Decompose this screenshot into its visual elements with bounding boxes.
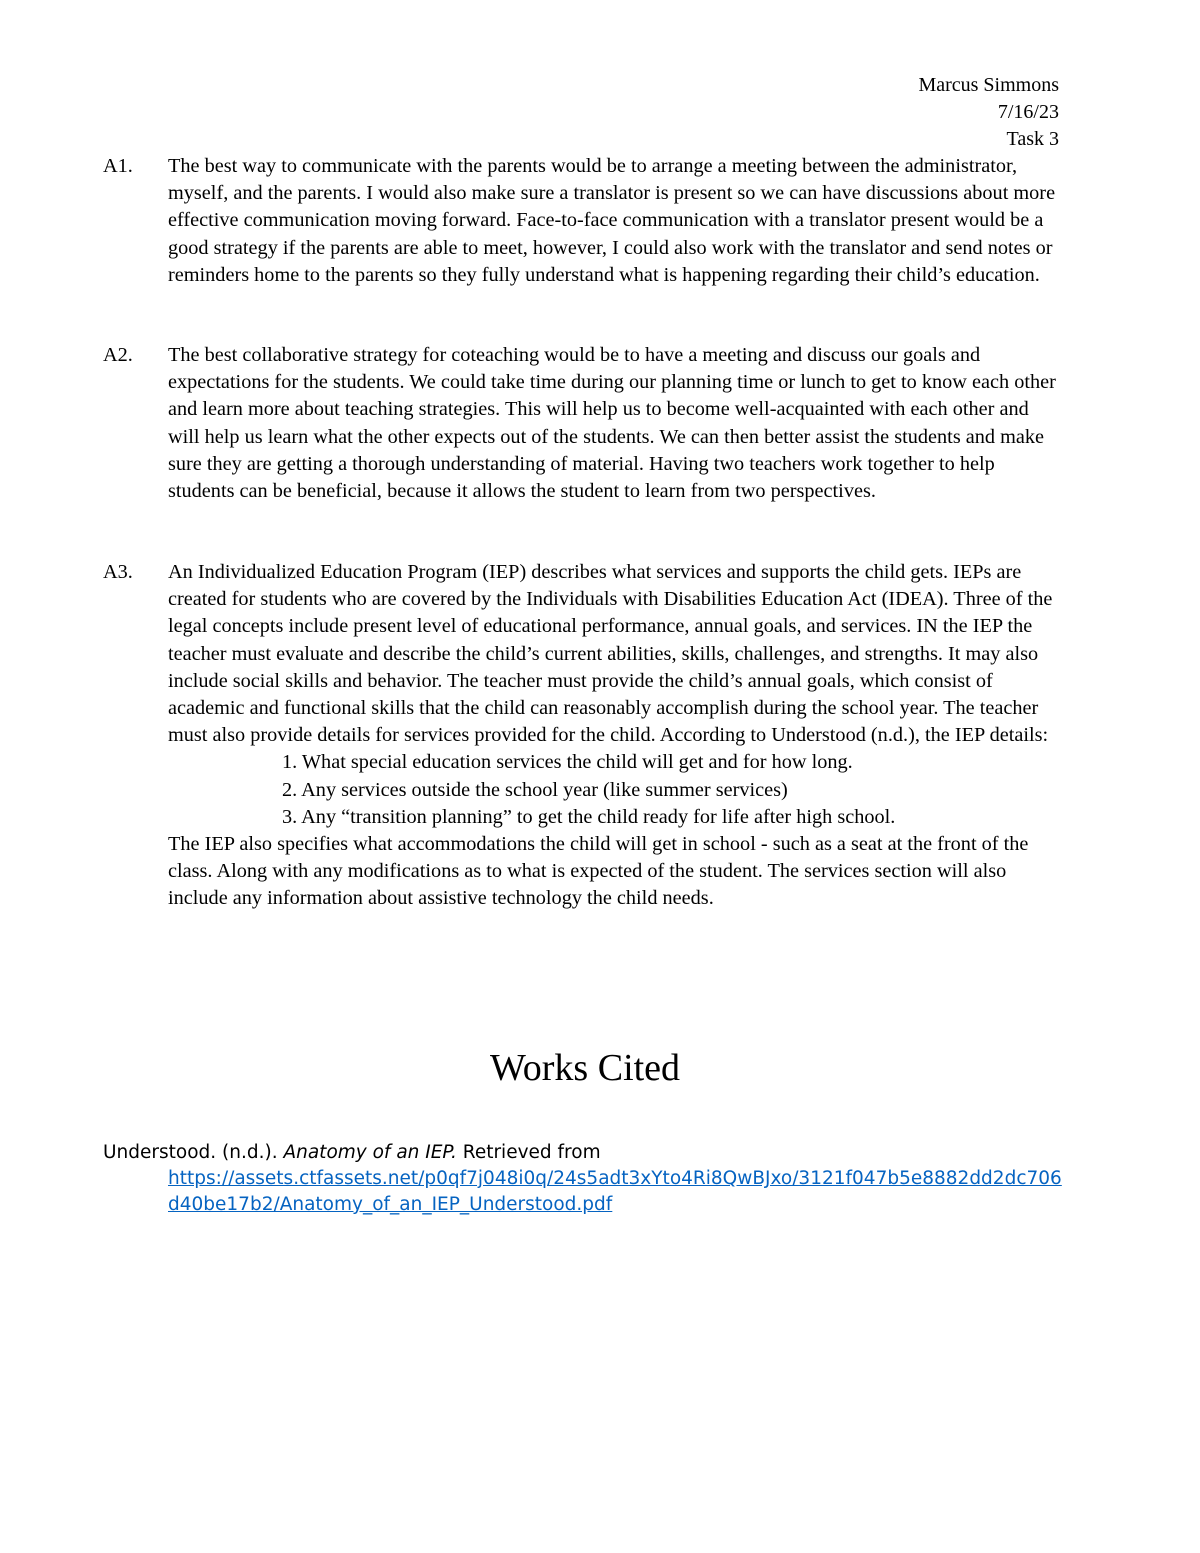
- document-date: 7/16/23: [997, 101, 1059, 123]
- section-a1: [103, 153, 1063, 289]
- iep-details-list: [168, 749, 1063, 831]
- section-a2-label: A2.: [103, 344, 133, 366]
- citation-retrieved: Retrieved from: [462, 1142, 601, 1163]
- list-item: 3. Any “transition planning” to get the child ready for life after high school.: [282, 805, 896, 828]
- section-a3: [103, 559, 1063, 913]
- section-a3-text: An Individualized Education Program (IEP) describes what services and supports the child gets. IEPs are created for students who are covered by the Individuals with Disabilities Education Act (IDEA). Three of the legal concepts include present level of educational performance, annual goals, and services. IN the IEP the teacher must evaluate and describe the child’s current abilities, skills, challenges, and strengths. It may also include social skills and behavior. The teacher must provide the child’s annual goals, which consist of academic and functional skills that the child can reasonably accomplish during the school year. The teacher must also provide details for services provided for the child. According to Understood (n.d.), the IEP details:: [168, 561, 1053, 747]
- task-label: Task 3: [1006, 128, 1059, 150]
- citation-title: Anatomy of an IEP.: [283, 1142, 457, 1163]
- section-a2: [103, 342, 1063, 505]
- works-cited-heading: Works Cited: [489, 1047, 681, 1089]
- page-header: [918, 72, 1059, 153]
- citation-entry: [103, 1140, 1063, 1218]
- author-name: Marcus Simmons: [918, 74, 1059, 96]
- section-a2-text: The best collaborative strategy for coteaching would be to have a meeting and discuss our goals and expectations for the students. We could take time during our planning time or lunch to get to know each other and learn more about teaching strategies. This will help us to become well-acquainted with each other and will help us learn what the other expects out of the students. We can then better assist the students and make sure they are getting a thorough understanding of material. Having two teachers work together to help students can be beneficial, because it allows the student to learn from two perspectives.: [168, 344, 1056, 503]
- list-item: 1. What special education services the child will get and for how long.: [282, 751, 853, 774]
- citation-author-date: Understood. (n.d.).: [103, 1142, 278, 1163]
- section-a1-text: The best way to communicate with the parents would be to arrange a meeting between the administrator, myself, and the parents. I would also make sure a translator is present so we can have discussions about more effective communication moving forward. Face-to-face communication with a translator present would be a good strategy if the parents are able to meet, however, I could also work with the translator and send notes or reminders home to the parents so they fully understand what is happening regarding their child’s education.: [168, 155, 1056, 286]
- section-a3-label: A3.: [103, 561, 133, 583]
- section-a1-label: A1.: [103, 155, 133, 177]
- citation-url-link[interactable]: https://assets.ctfassets.net/p0qf7j048i0q/24s5adt3xYto4Ri8QwBJxo/3121f047b5e8882dd2dc706d40be17b2/Anatomy_of_an_IEP_Understood.pdf: [168, 1168, 1062, 1215]
- section-a3-closing: The IEP also specifies what accommodations the child will get in school - such as a seat at the front of the class. Along with any modifications as to what is expected of the student. The services section will also include any information about assistive technology the child needs.: [168, 833, 1029, 910]
- list-item: 2. Any services outside the school year (like summer services): [282, 778, 788, 801]
